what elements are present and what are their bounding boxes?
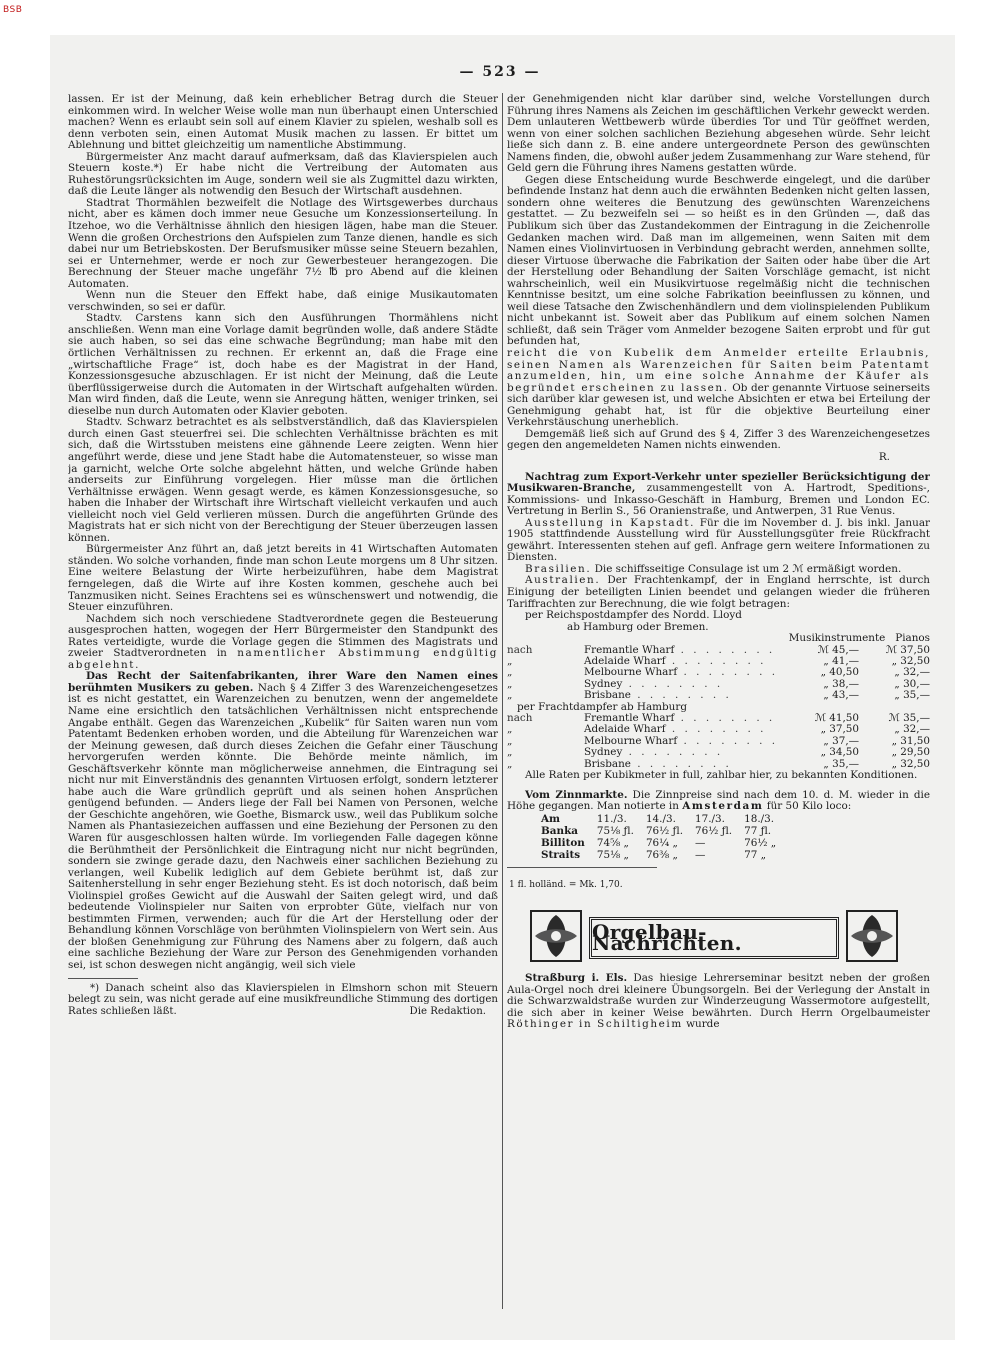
leader-dots: . . . . . . . . — [674, 712, 776, 724]
piano-rate: „ 29,50 — [891, 746, 930, 759]
leader-dots: . . . . . . . . — [665, 654, 767, 667]
row-prefix: „ — [507, 734, 513, 747]
instrument-rate: „ 34,50 — [820, 746, 860, 759]
spaced-text: Röthinger in Schiltigheim — [507, 1018, 683, 1031]
leader-dots: . . . . . . . . — [677, 666, 779, 679]
paragraph: Gegen diese Entscheidung wurde Beschwerde eingelegt, und die darüber befindende Instanz hat denn auch die erwähnten Bedenken nicht gelten lassen, sondern ohne weiteres die Benutzung des gewünschten Warenzeichens gestattet. — Zu bezweifeln sei — so heißt es in den Gründen —, daß das Publikum sich über das Zustandekommen der Eintragung in die Zeichenrolle Gedanken machen wird. Daß man im allgemeinen, wenn Saiten mit dem Namen eines Violinvirtuosen in Verbindung gebracht werden, annehmen sollte, dieser Virtuose überwache die Fabrikation der Saiten oder habe über die Art der Herstellung oder Behandlung der Saiten Vorschläge gemacht, ist nicht wahrscheinlich, weil ein Musikvirtuose regelmäßig nicht die technischen Kenntnisse besitzt, um eine solche Fabrikation beeinflussen zu können, und weil diese Tatsache den Zwischenhändlern und dem violinspielenden Publikum nicht unbekannt ist. Soweit aber das Publikum auf einem solchen Namen schließt, daß sein Träger vom Anmelder bezogene Saiten erprobt und für gut befunden hat, — [507, 173, 930, 348]
paragraph: lassen. Er ist der Meinung, daß kein erheblicher Betrag durch die Steuer einkommen wird. In welcher Weise wolle man nun überhaupt einen Unterschied machen? Wenn es erlaubt sein soll auf einem Klavier zu spielen, weshalb soll es denn verboten sein, einen Automat Musik machen zu lassen. Er bittet um Ablehnung und bittet gleichzeitig um namentliche Abstimmung. — [68, 94, 498, 152]
row-prefix: nach — [507, 712, 533, 724]
price-cell: 76½ „ — [744, 836, 777, 849]
sub-label: per Reichspostdampfer des Nordd. Lloyd — [525, 609, 742, 622]
price-cell: 76¼ „ — [645, 836, 678, 849]
footnote-text: *) Danach scheint also das Klavierspielen in Elmshorn schon mit Steuern belegt zu sein, was nicht gerade auf eine musikfreundliche Stimmung des dortigen Rates schließen läßt. — [68, 982, 498, 1017]
tin-grade: Banka — [541, 824, 579, 837]
paragraph: der Genehmigenden nicht klar darüber sind, welche Vorstellungen durch Führung ihres Namens als Zeichen im geschäftlichen Verkehr geweckt werden. Dem unlauteren Wettbewerb würde überdies Tor und Tür geöffnet werden, wenn von einer solchen sachlichen Beziehung abgesehen würde. Sehr leicht ließe sich dann z. B. eine andere untergeordnete Person des gewünschten Namens finden, die, obwohl außer jedem Zusammenhang zur Ware stehend, für Geld gern die Führung ihres Namens gestatten würde. — [507, 94, 930, 175]
piano-rate: „ 32,50 — [891, 757, 930, 770]
destination: Brisbane — [583, 757, 631, 770]
table-row — [537, 849, 782, 861]
price-cell: 75⅛ „ — [596, 848, 629, 861]
leader-dots: . . . . . . . . — [630, 757, 732, 770]
footnote-rule — [68, 978, 138, 979]
conversion-note: 1 fl. holländ. = Mk. 1,70. — [509, 879, 623, 890]
price-cell: — — [695, 848, 706, 861]
section-heading: Australien. — [525, 574, 601, 587]
paragraph-text: Nachdem sich noch verschiedene Stadtverordnete gegen die Besteuerung ausgesprochen hatten, wogegen der Herr Bürgermeister den Standpunkt des Rates verteidigte, wurde die Vorlage gegen die Stimmen des Magistrats und zweier Stadtverordneten in — [68, 612, 498, 660]
spaced-text: namentlicher Abstimmung endgültig abgelehnt. — [68, 647, 498, 671]
leader-dots: . . . . . . . . — [622, 677, 724, 690]
instrument-rate: ℳ 41,50 — [814, 712, 860, 724]
column-header: 11./3. — [596, 812, 627, 825]
piano-rate: „ 30,— — [894, 677, 930, 690]
destination: Adelaide Wharf — [583, 723, 666, 736]
table-row — [507, 690, 930, 701]
piano-rate: ℳ 37,50 — [885, 643, 930, 656]
ornament-right-icon — [845, 909, 899, 963]
destination: Sydney — [583, 677, 623, 690]
section-text: Für die im November d. J. bis inkl. Januar 1905 stattfindende Ausstellung wird für Ausstellungsgüter freie Rückfracht gewährt. Interessenten stehen auf gefl. Anfrage gern weitere Informationen zu Diensten. — [507, 516, 930, 564]
piano-rate: „ 32,— — [894, 723, 930, 736]
leader-dots: . . . . . . . . — [674, 643, 776, 656]
instrument-rate: „ 35,— — [823, 757, 860, 770]
leader-dots: . . . . . . . . — [622, 746, 724, 759]
section-heading: Brasilien. — [525, 562, 592, 575]
rule — [507, 867, 657, 868]
row-prefix: „ — [507, 723, 513, 736]
section-text: für 50 Kilo loco: — [766, 800, 852, 813]
banner-title: Orgelbau-Nachrichten. — [592, 919, 742, 956]
row-prefix: „ — [507, 654, 513, 667]
section-text: Die schiffsseitige Consulage ist um 2 ℳ ermäßigt worden. — [594, 562, 902, 575]
piano-rate: „ 32,50 — [891, 654, 930, 667]
paragraph: Stadtv. Carstens kann sich den Ausführungen Thormählens nicht anschließen. Wenn man eine Vorlage damit begründen wolle, daß andere Städte sie auch haben, so sei das eine schwache Begründung; man habe mit den örtlichen Verhältnissen zu rechnen. Er erkennt an, daß die Frage eine „wirtschaftliche Frage“ ist, doch habe es der Magistrat in der Hand, Konzessionsgesuche abzuschlagen. Er ist nicht der Meinung, daß die Leute überflüssigerweise durch die Automaten in der Wirtschaft aufgehalten würden. Man wird finden, daß die Leute, wenn sie Anregung hätten, weniger trinken, sei dieselbe nun durch Automaten oder Klavier geboten. — [68, 312, 498, 417]
row-prefix: nach — [507, 643, 533, 656]
row-prefix: „ — [507, 677, 513, 690]
paragraph: Stadtrat Thormählen bezweifelt die Notlage des Wirtsgewerbes durchaus nicht, aber es kämen doch immer neue Gesuche um Konzessionserteilung. In Itzehoe, wo die Verhältnisse ähnlich den hiesigen lägen, habe man die Steuer. Wenn die großen Orchestrions den Aufspielen zum Tanze dienen, handle es sich dabei nur um Betriebskosten. Der Berufsmusiker müsse seine Steuern bezahlen, sei er Unternehmer, werde er noch zur Gewerbesteuer herangezogen. Die Berechnung der Steuer mache ungefähr 7½ ℔ pro Abend auf die kleinen Automaten. — [68, 196, 498, 290]
price-cell: 77 ƒl. — [744, 824, 772, 837]
column-header: 17./3. — [695, 812, 725, 825]
column-header-pianos: Pianos — [895, 632, 930, 645]
orgelbau-banner — [529, 909, 899, 963]
australien-section — [507, 575, 930, 610]
column-header: Am — [541, 812, 561, 825]
column-header-instruments: Musikinstrumente — [788, 632, 886, 645]
footnote-signature: Die Redaktion. — [409, 1005, 486, 1017]
bsb-watermark: BSB — [3, 5, 23, 15]
group-label: per Frachtdampfer ab Hamburg — [517, 700, 687, 713]
footnote — [68, 983, 498, 1018]
destination: Melbourne Wharf — [583, 734, 678, 747]
rates-group-2 — [507, 713, 930, 770]
price-cell: 76½ ƒl. — [645, 824, 684, 837]
table-row — [537, 837, 782, 849]
table-header-row — [537, 813, 782, 825]
section-heading: Nachtrag zum Export-Verkehr unter spezieller Berücksichtigung der Musikwaren-Branche, — [507, 470, 930, 495]
article-text: Nach § 4 Ziffer 3 des Warenzeichengesetzes ist es nicht gestattet, ein Warenzeichen zu benutzen, wenn der angemeldete Name eine ersichtlich den tatsächlichen Verhältnissen nicht entsprechende Angabe enthält. Gegen das Warenzeichen „Kubelik“ für Saiten waren nun vom Patentamt Bedenken erhoben worden, und die Abteilung für Warenzeichen war der Meinung gewesen, daß durch dieses Zeichen die Gefahr einer Täuschung hervorgerufen werden könnte. Die Behörde meinte nämlich, im Geschäftsverkehr könnte man möglicherweise annehmen, die Eintragung sei nicht nur mit Einverständnis des genannten Virtuosen erfolgt, sondern letzterer habe auch die Ware gründlich geprüft und als seinen hohen Ansprüchen genügend befunden. — Anders liege der Fall bei Namen von Personen, welche der Geschichte angehören, wie Goethe, Bismarck usw., weil das Publikum solche Namen als Phantasiezeichen auffassen und eine Beziehung der Personen zu den Waren für ausgeschlossen halten würde. Im vorliegenden Falle dagegen könne die Berühmtheit der Persönlichkeit die Eintragung nicht nur nicht begründen, sondern sie zwinge gerade dazu, den Nachweis einer sachlichen Beziehung zu verlangen, weil Kubelik lediglich auf dem Gebiete berühmt ist, daß zur Saitenherstellung in sehr enger Beziehung steht. Es ist doch notorisch, daß beim Violinspiel großes Gewicht auf die Auswahl der Saiten gelegt wird, und daß bedeutende Violinspieler nur Saiten von erprobter Güte, vielfach nur von bestimmten Firmen, verwenden; auch für die Art der Herstellung oder der Behandlung können Vorschläge von berühmten Violinspielern von Wert sein. Aus der bloßen Genehmigung zur Führung des Namens aber zu folgern, daß auch eine sachliche Beziehung der Ware zur Person des Genehmigenden vorhanden sei, ist schon deswegen nicht angängig, weil sich viele — [68, 681, 498, 972]
table-body — [537, 825, 782, 861]
instrument-rate: ℳ 45,— — [817, 643, 860, 656]
signature: R. — [878, 450, 890, 463]
destination: Fremantle Wharf — [583, 712, 675, 724]
nachtrag-section — [507, 472, 930, 518]
price-cell: 74⅝ „ — [596, 836, 629, 849]
leader-dots: . . . . . . . . — [630, 689, 732, 702]
piano-rate: ℳ 35,— — [888, 712, 930, 724]
row-prefix: „ — [507, 666, 513, 679]
section-text: Das hiesige Lehrerseminar besitzt neben der großen Aula-Orgel noch drei kleinere Übungsorgeln. Bei der Verlegung der Anstalt in die Schwarzwaldstraße wurden zur Winderzeugung Wassermotore aufgestellt, die sich aber in keiner Weise bewährten. Durch Herrn Orgelbaumeister — [507, 972, 930, 1019]
spaced-text: reicht die von Kubelik dem Anmelder erteilte Erlaubnis, seinen Namen als Warenzeichen für Saiten beim Patentamt anzumelden, hin, um eine solche Annahme der Käufer als begründet erscheinen zu lassen. — [507, 347, 930, 394]
row-prefix: „ — [507, 689, 513, 702]
rates-group-1 — [507, 645, 930, 702]
price-cell: 76½ ƒl. — [695, 824, 733, 837]
paragraph — [68, 614, 498, 672]
column-header: 18./3. — [744, 812, 775, 825]
article-saitenfabrikanten — [68, 671, 498, 971]
instrument-rate: „ 40,50 — [820, 666, 860, 679]
section-heading: Vom Zinnmarkte. — [525, 788, 628, 801]
instrument-rate: „ 37,— — [823, 734, 860, 747]
section-text: Die Zinnpreise sind nach dem 10. d. M. wieder in die Höhe gegangen. Man notierte in — [507, 788, 930, 813]
paragraph: Bürgermeister Anz macht darauf aufmerksam, daß das Klavierspielen auch Steuern koste.*) Er habe nicht die Vertreibung der Automaten aus Ruhestörungsrücksichten im Auge, sondern weil sie als Zugmittel dazu wirkten, daß die Leute länger als notwendig den Besuch der Wirtschaft ausdehnen. — [68, 150, 498, 198]
destination-cell — [584, 690, 788, 701]
row-prefix: „ — [507, 746, 513, 759]
section-heading: Straßburg i. Els. — [525, 972, 628, 985]
left-column — [68, 94, 498, 1316]
price-cell: 77 „ — [744, 848, 767, 861]
paragraph: Wenn nun die Steuer den Effekt habe, daß einige Musikautomaten verschwinden, so sei er dafür. — [68, 289, 498, 313]
tin-price-table — [537, 813, 782, 861]
piano-rate: „ 31,50 — [891, 734, 930, 747]
destination: Melbourne Wharf — [583, 666, 678, 679]
paragraph-text: Ob der genannte Virtuose seinerseits sich darüber klar gewesen ist, und welche Absichten er etwa bei Erteilung der Genehmigung gehabt hat, ist für die objektive Beurteilung einer Verkehrstäuschung unerheblich. — [507, 381, 930, 429]
destination: Fremantle Wharf — [583, 643, 675, 656]
destination: Sydney — [583, 746, 623, 759]
leader-dots: . . . . . . . . — [677, 734, 779, 747]
ornament-left-icon — [529, 909, 583, 963]
strassburg-section — [507, 973, 930, 1031]
right-column — [507, 94, 930, 1316]
city-name: Amsterdam — [682, 800, 764, 813]
rates-note: Alle Raten per Kubikmeter in full, zahlbar hier, zu bekannten Konditionen. — [525, 769, 918, 782]
leader-dots: . . . . . . . . — [665, 723, 767, 736]
section-text: wurde — [686, 1018, 720, 1031]
paragraph: Demgemäß ließ sich auf Grund des § 4, Ziffer 3 des Warenzeichengesetzes gegen den angemeldeten Namen nichts einwenden. — [507, 427, 930, 452]
column-header — [788, 633, 930, 644]
kapstadt-section — [507, 518, 930, 564]
section-text: Der Frachtenkampf, der in England herrschte, ist durch Einigung der beteiligten Linien beendet und gelangen wieder die früheren Tariffrachten zur Berechnung, die wie folgt betragen: — [507, 574, 930, 610]
tin-grade: Billiton — [541, 836, 585, 849]
zinn-section — [507, 790, 930, 813]
price-cell: — — [695, 836, 706, 849]
piano-rate: „ 35,— — [894, 689, 930, 702]
row-prefix: „ — [507, 757, 513, 770]
section-text: zusammengestellt von A. Hartrodt, Speditions-, Kommissions- und Inkasso-Geschäft in Hamburg, Bremen und London EC. Vertretung in Berlin S., 56 Oranienstraße, und Antwerpen, 31 Rue Venus. — [507, 482, 930, 518]
instrument-rate: „ 43,— — [823, 689, 860, 702]
table-row — [537, 825, 782, 837]
freight-rates-table — [507, 633, 930, 770]
page-number: — 523 — — [459, 64, 541, 80]
column-divider — [502, 93, 503, 1309]
article-heading: Das Recht der Saitenfabrikanten, ihrer Ware den Namen eines berühmten Musikers zu geben. — [68, 670, 498, 694]
instrument-rate: „ 38,— — [823, 677, 860, 690]
sub-label: ab Hamburg oder Bremen. — [567, 620, 709, 633]
section-heading: Ausstellung in Kapstadt. — [525, 516, 696, 529]
paragraph — [507, 348, 930, 429]
price-cell: 75⅛ ƒl. — [596, 824, 634, 837]
tin-grade: Straits — [541, 848, 581, 861]
destination: Adelaide Wharf — [583, 654, 666, 667]
instrument-rate: „ 41,— — [823, 654, 860, 667]
instrument-rate: „ 37,50 — [820, 723, 860, 736]
paragraph: Bürgermeister Anz führt an, daß jetzt bereits in 41 Wirtschaften Automaten ständen. Wo solche vorhanden, finde man schon Leute morgens um 8 Uhr sitzen. Eine weitere Belastung der Wirte herbeizuführen, habe dem Magistrat ferngelegen, daß die Wirte auf ihre Kosten kommen, geschehe auch bei Tanzmusiken nicht. Seines Erachtens sei es wünschenswert und notwendig, die Steuer einzuführen. — [68, 543, 498, 614]
destination: Brisbane — [583, 689, 631, 702]
banner-box — [589, 917, 839, 959]
piano-rate: „ 32,— — [894, 666, 930, 679]
column-header: 14./3. — [645, 812, 676, 825]
paragraph: Stadtv. Schwarz betrachtet es als selbstverständlich, daß das Klavierspielen durch einen Gast steuerfrei sei. Die schlechten Verhältnisse brächten es mit sich, daß die Wirtsstuben meistens eine gähnende Leere zeigten. Wenn hier angeführt werde, diese und jene Stadt habe die Automatensteuer, so wisse man ja garnicht, welche Orte solche abgelehnt hätten, und welche Gründe haben anderseits zur Einführung vorgelegen. Hier müsse man die örtlichen Verhältnisse erwägen. Wenn gesagt werde, es kämen Konzessionsgesuche, so haben die Inhaber der Wirtschaft ihre Wirtschaft vielleicht verkaufen und auch vielleicht noch viel Geld verlieren müssen. Durch die angeführten Gründe des Magistrats hat er sich nicht von der Berechtigung der Steuer überzeugen lassen können. — [68, 416, 498, 544]
price-cell: 76⅜ „ — [645, 848, 678, 861]
